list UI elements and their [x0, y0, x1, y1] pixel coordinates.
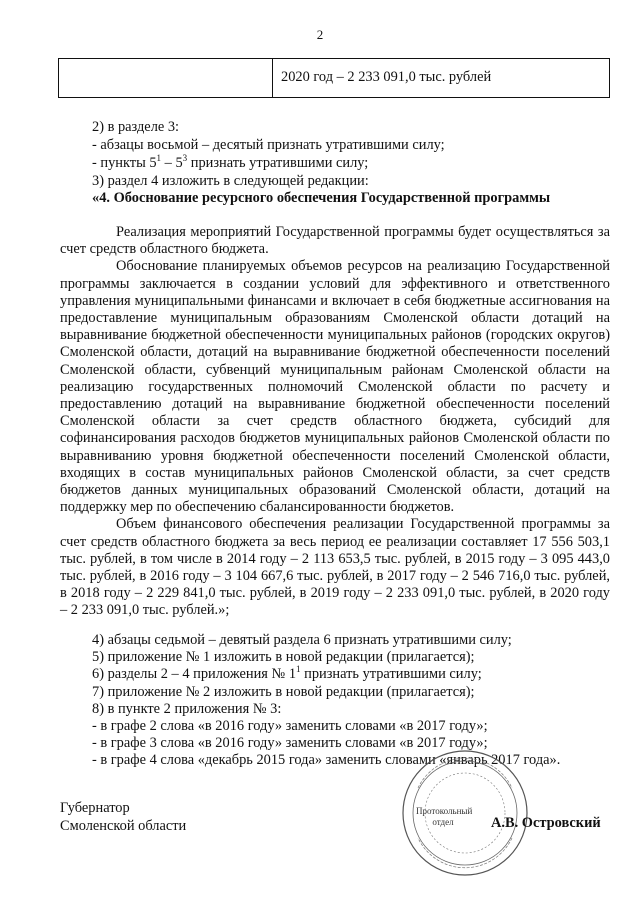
signature-name: А.В. Островский — [491, 815, 601, 831]
section-heading: «4. Обоснование ресурсного обеспечения Государственной программы — [92, 190, 551, 206]
stamp-label-line2: отдел — [432, 817, 454, 827]
table-cell-funding: 2020 год – 2 233 091,0 тыс. рублей — [273, 59, 610, 98]
signature-title — [60, 799, 186, 835]
item-5: 5) приложение № 1 изложить в новой редакции (прилагается); — [92, 649, 475, 666]
item-8-column-4: - в графе 4 слова «декабрь 2015 года» заменить словами «январь 2017 года». — [92, 752, 561, 769]
table-row — [59, 59, 610, 98]
item-8: 8) в пункте 2 приложения № 3: — [92, 700, 282, 717]
table-cell-empty — [59, 59, 273, 98]
body-paragraphs — [60, 224, 610, 620]
paragraph-volume: Объем финансового обеспечения реализации Государственной программы за счет средств областного бюджета за весь период ее реализации составляет 17 556 503,1 тыс. рублей, в том числе в 2014 году – 2 113 653,5 тыс. рублей, в 2015 году – 3 095 443,0 тыс. рублей, в 2016 году – 3 104 667,6 тыс. рублей, в 2017 году – 2 546 716,0 тыс. рублей, в 2018 году – 2 229 841,0 тыс. рублей, в 2019 году – 2 233 091,0 тыс. рублей, в 2020 году – 2 233 091,0 тыс. рублей.»; — [60, 516, 610, 619]
paragraph-justification: Обоснование планируемых объемов ресурсов на реализацию Государственной программы заключается в создании условий для эффективного и ответственного управления муниципальными финансами и включает в себя бюджетные ассигнования на предоставление муниципальным образованиям Смоленской области дотаций на выравнивание бюджетной обеспеченности муниципальных районов (городских округов) Смоленской области, дотаций на выравнивание бюджетной обеспеченности поселений Смоленской области, субвенций муниципальным районам Смоленской области на реализацию государственных полномочий Смоленской области по расчету и предоставлению дотаций на выравнивание бюджетной обеспеченности поселений Смоленской области за счет средств областного бюджета, субсидий для софинансирования расходов бюджетов муниципальных районов Смоленской области по выравниванию уровня бюджетной обеспеченности поселений Смоленской области, входящих в состав муниципальных районов Смоленской области, за счет средств бюджетов данных муниципальных образований Смоленской области, дотаций на поддержку мер по обеспечению сбалансированности бюджетов. — [60, 258, 610, 516]
signature-region: Смоленской области — [60, 818, 187, 834]
paragraph-funding-source: Реализация мероприятий Государственной программы будет осуществляться за счет средств областного бюджета. — [60, 224, 610, 258]
item-8-column-2: - в графе 2 слова «в 2016 году» заменить словами «в 2017 году»; — [92, 718, 488, 735]
continuation-table — [58, 58, 610, 98]
amendment-items — [92, 632, 610, 770]
item-4: 4) абзацы седьмой – девятый раздела 6 признать утратившими силу; — [92, 632, 512, 648]
page-number: 2 — [316, 27, 324, 42]
item-6: 6) разделы 2 – 4 приложения № $1^1$ признать утратившими силу; — [92, 664, 482, 683]
item-3: 3) раздел 4 изложить в следующей редакции: — [92, 173, 369, 189]
item-2: 2) в разделе 3: — [92, 119, 180, 135]
item-7: 7) приложение № 2 изложить в новой редакции (прилагается); — [92, 683, 475, 700]
stamp-label — [416, 806, 473, 828]
item-2-paragraphs: - абзацы восьмой – десятый признать утратившими силу; — [92, 137, 445, 153]
signature-position: Губернатор — [60, 800, 130, 816]
item-8-column-3: - в графе 3 слова «в 2016 году» заменить словами «в 2017 году»; — [92, 735, 488, 752]
stamp-label-line1: Протокольный — [416, 806, 473, 816]
item-2-points: - пункты $5^1 - 5^3$ признать утратившими силу; — [92, 153, 369, 171]
